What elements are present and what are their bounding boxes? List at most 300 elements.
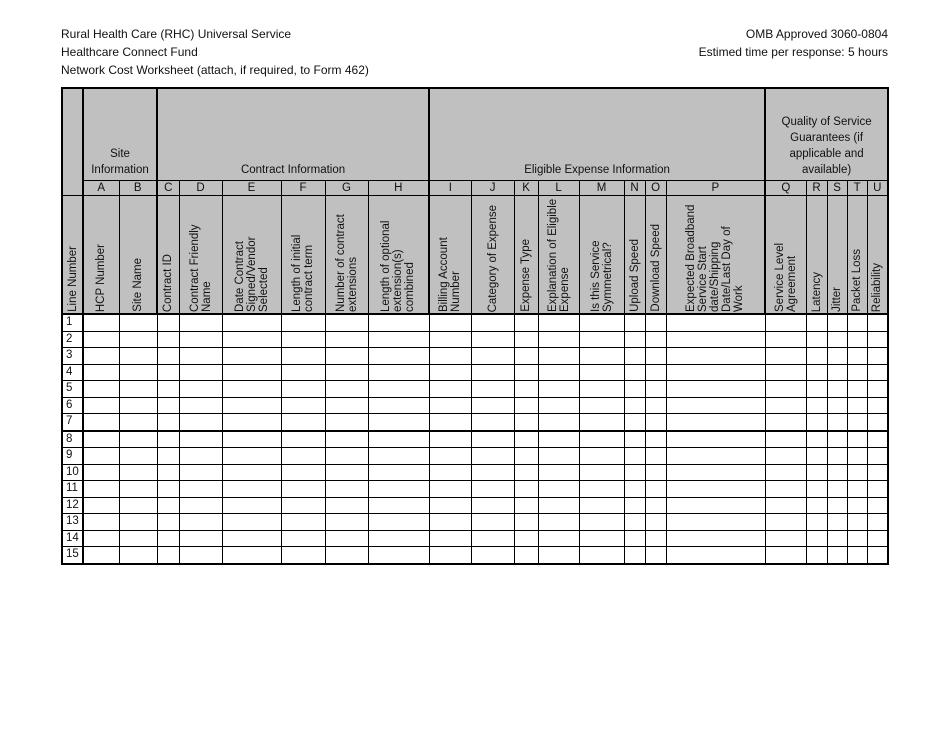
entry-cell-d[interactable]: [179, 397, 222, 414]
entry-cell-b[interactable]: [119, 314, 157, 331]
entry-cell-o[interactable]: [645, 431, 666, 448]
entry-cell-d[interactable]: [179, 364, 222, 381]
entry-cell-n[interactable]: [624, 364, 645, 381]
entry-cell-u[interactable]: [867, 481, 888, 498]
entry-cell-l[interactable]: [538, 497, 579, 514]
entry-cell-n[interactable]: [624, 530, 645, 547]
entry-cell-f[interactable]: [281, 481, 325, 498]
entry-cell-e[interactable]: [222, 331, 281, 348]
entry-cell-g[interactable]: [325, 547, 368, 564]
entry-cell-k[interactable]: [514, 397, 538, 414]
entry-cell-r[interactable]: [806, 414, 827, 431]
entry-cell-i[interactable]: [429, 464, 471, 481]
entry-cell-g[interactable]: [325, 397, 368, 414]
entry-cell-b[interactable]: [119, 431, 157, 448]
entry-cell-n[interactable]: [624, 431, 645, 448]
entry-cell-l[interactable]: [538, 314, 579, 331]
entry-cell-c[interactable]: [157, 530, 179, 547]
entry-cell-f[interactable]: [281, 314, 325, 331]
entry-cell-s[interactable]: [827, 514, 847, 531]
entry-cell-d[interactable]: [179, 464, 222, 481]
entry-cell-q[interactable]: [765, 314, 806, 331]
entry-cell-h[interactable]: [368, 348, 429, 365]
entry-cell-i[interactable]: [429, 481, 471, 498]
entry-cell-u[interactable]: [867, 431, 888, 448]
entry-cell-g[interactable]: [325, 464, 368, 481]
entry-cell-m[interactable]: [579, 514, 624, 531]
entry-cell-e[interactable]: [222, 547, 281, 564]
entry-cell-i[interactable]: [429, 514, 471, 531]
entry-cell-d[interactable]: [179, 348, 222, 365]
entry-cell-s[interactable]: [827, 314, 847, 331]
entry-cell-q[interactable]: [765, 397, 806, 414]
entry-cell-c[interactable]: [157, 514, 179, 531]
entry-cell-o[interactable]: [645, 514, 666, 531]
entry-cell-i[interactable]: [429, 314, 471, 331]
entry-cell-e[interactable]: [222, 448, 281, 465]
entry-cell-a[interactable]: [83, 514, 119, 531]
entry-cell-u[interactable]: [867, 497, 888, 514]
entry-cell-a[interactable]: [83, 448, 119, 465]
entry-cell-h[interactable]: [368, 414, 429, 431]
entry-cell-s[interactable]: [827, 431, 847, 448]
entry-cell-u[interactable]: [867, 381, 888, 398]
entry-cell-o[interactable]: [645, 331, 666, 348]
entry-cell-q[interactable]: [765, 364, 806, 381]
entry-cell-d[interactable]: [179, 497, 222, 514]
entry-cell-o[interactable]: [645, 314, 666, 331]
entry-cell-h[interactable]: [368, 314, 429, 331]
entry-cell-a[interactable]: [83, 414, 119, 431]
entry-cell-l[interactable]: [538, 431, 579, 448]
entry-cell-u[interactable]: [867, 448, 888, 465]
entry-cell-j[interactable]: [471, 348, 514, 365]
entry-cell-t[interactable]: [847, 497, 867, 514]
entry-cell-f[interactable]: [281, 414, 325, 431]
entry-cell-q[interactable]: [765, 530, 806, 547]
entry-cell-b[interactable]: [119, 464, 157, 481]
entry-cell-u[interactable]: [867, 514, 888, 531]
entry-cell-m[interactable]: [579, 547, 624, 564]
entry-cell-b[interactable]: [119, 381, 157, 398]
entry-cell-o[interactable]: [645, 381, 666, 398]
entry-cell-p[interactable]: [666, 364, 765, 381]
entry-cell-t[interactable]: [847, 397, 867, 414]
entry-cell-t[interactable]: [847, 514, 867, 531]
entry-cell-b[interactable]: [119, 348, 157, 365]
entry-cell-k[interactable]: [514, 464, 538, 481]
entry-cell-j[interactable]: [471, 331, 514, 348]
entry-cell-p[interactable]: [666, 497, 765, 514]
entry-cell-e[interactable]: [222, 481, 281, 498]
entry-cell-t[interactable]: [847, 331, 867, 348]
entry-cell-p[interactable]: [666, 397, 765, 414]
entry-cell-m[interactable]: [579, 431, 624, 448]
entry-cell-f[interactable]: [281, 381, 325, 398]
entry-cell-k[interactable]: [514, 530, 538, 547]
entry-cell-a[interactable]: [83, 314, 119, 331]
entry-cell-g[interactable]: [325, 348, 368, 365]
entry-cell-a[interactable]: [83, 348, 119, 365]
entry-cell-f[interactable]: [281, 448, 325, 465]
entry-cell-i[interactable]: [429, 497, 471, 514]
entry-cell-j[interactable]: [471, 530, 514, 547]
entry-cell-r[interactable]: [806, 314, 827, 331]
entry-cell-i[interactable]: [429, 364, 471, 381]
entry-cell-e[interactable]: [222, 497, 281, 514]
entry-cell-l[interactable]: [538, 331, 579, 348]
entry-cell-k[interactable]: [514, 331, 538, 348]
entry-cell-e[interactable]: [222, 514, 281, 531]
entry-cell-j[interactable]: [471, 431, 514, 448]
entry-cell-l[interactable]: [538, 397, 579, 414]
entry-cell-a[interactable]: [83, 331, 119, 348]
entry-cell-p[interactable]: [666, 547, 765, 564]
entry-cell-k[interactable]: [514, 431, 538, 448]
entry-cell-t[interactable]: [847, 431, 867, 448]
entry-cell-k[interactable]: [514, 348, 538, 365]
entry-cell-r[interactable]: [806, 497, 827, 514]
entry-cell-c[interactable]: [157, 431, 179, 448]
entry-cell-j[interactable]: [471, 514, 514, 531]
entry-cell-j[interactable]: [471, 448, 514, 465]
entry-cell-r[interactable]: [806, 348, 827, 365]
entry-cell-d[interactable]: [179, 414, 222, 431]
entry-cell-r[interactable]: [806, 530, 827, 547]
entry-cell-p[interactable]: [666, 448, 765, 465]
entry-cell-j[interactable]: [471, 481, 514, 498]
entry-cell-t[interactable]: [847, 314, 867, 331]
entry-cell-o[interactable]: [645, 348, 666, 365]
entry-cell-n[interactable]: [624, 547, 645, 564]
entry-cell-j[interactable]: [471, 314, 514, 331]
entry-cell-u[interactable]: [867, 331, 888, 348]
entry-cell-u[interactable]: [867, 414, 888, 431]
entry-cell-c[interactable]: [157, 381, 179, 398]
entry-cell-l[interactable]: [538, 448, 579, 465]
entry-cell-d[interactable]: [179, 331, 222, 348]
entry-cell-a[interactable]: [83, 381, 119, 398]
entry-cell-o[interactable]: [645, 364, 666, 381]
entry-cell-d[interactable]: [179, 547, 222, 564]
entry-cell-c[interactable]: [157, 497, 179, 514]
entry-cell-h[interactable]: [368, 481, 429, 498]
entry-cell-h[interactable]: [368, 448, 429, 465]
entry-cell-u[interactable]: [867, 530, 888, 547]
entry-cell-l[interactable]: [538, 364, 579, 381]
entry-cell-n[interactable]: [624, 497, 645, 514]
entry-cell-c[interactable]: [157, 481, 179, 498]
entry-cell-p[interactable]: [666, 331, 765, 348]
entry-cell-d[interactable]: [179, 481, 222, 498]
entry-cell-p[interactable]: [666, 314, 765, 331]
entry-cell-j[interactable]: [471, 497, 514, 514]
entry-cell-r[interactable]: [806, 514, 827, 531]
entry-cell-p[interactable]: [666, 530, 765, 547]
entry-cell-s[interactable]: [827, 464, 847, 481]
entry-cell-i[interactable]: [429, 448, 471, 465]
entry-cell-f[interactable]: [281, 431, 325, 448]
entry-cell-l[interactable]: [538, 381, 579, 398]
entry-cell-g[interactable]: [325, 514, 368, 531]
entry-cell-r[interactable]: [806, 547, 827, 564]
entry-cell-o[interactable]: [645, 414, 666, 431]
entry-cell-j[interactable]: [471, 381, 514, 398]
entry-cell-a[interactable]: [83, 530, 119, 547]
entry-cell-c[interactable]: [157, 448, 179, 465]
entry-cell-k[interactable]: [514, 481, 538, 498]
entry-cell-b[interactable]: [119, 364, 157, 381]
entry-cell-j[interactable]: [471, 464, 514, 481]
entry-cell-g[interactable]: [325, 381, 368, 398]
entry-cell-g[interactable]: [325, 448, 368, 465]
entry-cell-r[interactable]: [806, 331, 827, 348]
entry-cell-g[interactable]: [325, 331, 368, 348]
entry-cell-c[interactable]: [157, 547, 179, 564]
entry-cell-h[interactable]: [368, 464, 429, 481]
entry-cell-e[interactable]: [222, 397, 281, 414]
entry-cell-p[interactable]: [666, 514, 765, 531]
entry-cell-b[interactable]: [119, 448, 157, 465]
entry-cell-k[interactable]: [514, 497, 538, 514]
entry-cell-k[interactable]: [514, 547, 538, 564]
entry-cell-k[interactable]: [514, 314, 538, 331]
entry-cell-t[interactable]: [847, 547, 867, 564]
entry-cell-k[interactable]: [514, 364, 538, 381]
entry-cell-s[interactable]: [827, 481, 847, 498]
entry-cell-k[interactable]: [514, 414, 538, 431]
entry-cell-f[interactable]: [281, 497, 325, 514]
entry-cell-m[interactable]: [579, 414, 624, 431]
entry-cell-n[interactable]: [624, 481, 645, 498]
entry-cell-q[interactable]: [765, 381, 806, 398]
entry-cell-g[interactable]: [325, 314, 368, 331]
entry-cell-i[interactable]: [429, 381, 471, 398]
entry-cell-s[interactable]: [827, 348, 847, 365]
entry-cell-m[interactable]: [579, 348, 624, 365]
entry-cell-q[interactable]: [765, 481, 806, 498]
entry-cell-b[interactable]: [119, 481, 157, 498]
entry-cell-k[interactable]: [514, 381, 538, 398]
entry-cell-h[interactable]: [368, 381, 429, 398]
entry-cell-l[interactable]: [538, 414, 579, 431]
entry-cell-p[interactable]: [666, 464, 765, 481]
entry-cell-q[interactable]: [765, 547, 806, 564]
entry-cell-b[interactable]: [119, 530, 157, 547]
entry-cell-r[interactable]: [806, 481, 827, 498]
entry-cell-g[interactable]: [325, 497, 368, 514]
entry-cell-t[interactable]: [847, 448, 867, 465]
entry-cell-e[interactable]: [222, 530, 281, 547]
entry-cell-b[interactable]: [119, 547, 157, 564]
entry-cell-t[interactable]: [847, 364, 867, 381]
entry-cell-i[interactable]: [429, 397, 471, 414]
entry-cell-t[interactable]: [847, 530, 867, 547]
entry-cell-l[interactable]: [538, 348, 579, 365]
entry-cell-l[interactable]: [538, 547, 579, 564]
entry-cell-k[interactable]: [514, 448, 538, 465]
entry-cell-n[interactable]: [624, 331, 645, 348]
entry-cell-n[interactable]: [624, 381, 645, 398]
entry-cell-e[interactable]: [222, 364, 281, 381]
entry-cell-s[interactable]: [827, 397, 847, 414]
entry-cell-g[interactable]: [325, 414, 368, 431]
entry-cell-g[interactable]: [325, 530, 368, 547]
entry-cell-b[interactable]: [119, 497, 157, 514]
entry-cell-g[interactable]: [325, 481, 368, 498]
entry-cell-h[interactable]: [368, 497, 429, 514]
entry-cell-c[interactable]: [157, 414, 179, 431]
entry-cell-m[interactable]: [579, 364, 624, 381]
entry-cell-a[interactable]: [83, 364, 119, 381]
entry-cell-b[interactable]: [119, 514, 157, 531]
entry-cell-h[interactable]: [368, 397, 429, 414]
entry-cell-a[interactable]: [83, 547, 119, 564]
entry-cell-p[interactable]: [666, 414, 765, 431]
entry-cell-m[interactable]: [579, 448, 624, 465]
entry-cell-o[interactable]: [645, 497, 666, 514]
entry-cell-a[interactable]: [83, 397, 119, 414]
entry-cell-m[interactable]: [579, 481, 624, 498]
entry-cell-s[interactable]: [827, 331, 847, 348]
entry-cell-e[interactable]: [222, 431, 281, 448]
entry-cell-c[interactable]: [157, 331, 179, 348]
entry-cell-n[interactable]: [624, 314, 645, 331]
entry-cell-b[interactable]: [119, 331, 157, 348]
entry-cell-q[interactable]: [765, 497, 806, 514]
entry-cell-n[interactable]: [624, 464, 645, 481]
entry-cell-d[interactable]: [179, 530, 222, 547]
entry-cell-d[interactable]: [179, 514, 222, 531]
entry-cell-p[interactable]: [666, 348, 765, 365]
entry-cell-i[interactable]: [429, 530, 471, 547]
entry-cell-t[interactable]: [847, 381, 867, 398]
entry-cell-u[interactable]: [867, 397, 888, 414]
entry-cell-s[interactable]: [827, 448, 847, 465]
entry-cell-s[interactable]: [827, 530, 847, 547]
entry-cell-t[interactable]: [847, 481, 867, 498]
entry-cell-d[interactable]: [179, 314, 222, 331]
entry-cell-r[interactable]: [806, 397, 827, 414]
entry-cell-t[interactable]: [847, 464, 867, 481]
entry-cell-r[interactable]: [806, 431, 827, 448]
entry-cell-m[interactable]: [579, 497, 624, 514]
entry-cell-m[interactable]: [579, 397, 624, 414]
entry-cell-g[interactable]: [325, 431, 368, 448]
entry-cell-q[interactable]: [765, 448, 806, 465]
entry-cell-p[interactable]: [666, 431, 765, 448]
entry-cell-i[interactable]: [429, 331, 471, 348]
entry-cell-i[interactable]: [429, 431, 471, 448]
entry-cell-r[interactable]: [806, 381, 827, 398]
entry-cell-s[interactable]: [827, 547, 847, 564]
entry-cell-t[interactable]: [847, 348, 867, 365]
entry-cell-a[interactable]: [83, 431, 119, 448]
entry-cell-n[interactable]: [624, 448, 645, 465]
entry-cell-c[interactable]: [157, 314, 179, 331]
entry-cell-o[interactable]: [645, 547, 666, 564]
entry-cell-s[interactable]: [827, 497, 847, 514]
entry-cell-h[interactable]: [368, 530, 429, 547]
entry-cell-o[interactable]: [645, 481, 666, 498]
entry-cell-n[interactable]: [624, 348, 645, 365]
entry-cell-h[interactable]: [368, 514, 429, 531]
entry-cell-d[interactable]: [179, 448, 222, 465]
entry-cell-m[interactable]: [579, 464, 624, 481]
entry-cell-r[interactable]: [806, 364, 827, 381]
entry-cell-s[interactable]: [827, 364, 847, 381]
entry-cell-b[interactable]: [119, 414, 157, 431]
entry-cell-s[interactable]: [827, 381, 847, 398]
entry-cell-l[interactable]: [538, 464, 579, 481]
entry-cell-m[interactable]: [579, 381, 624, 398]
entry-cell-f[interactable]: [281, 348, 325, 365]
entry-cell-h[interactable]: [368, 547, 429, 564]
entry-cell-o[interactable]: [645, 464, 666, 481]
entry-cell-e[interactable]: [222, 348, 281, 365]
entry-cell-q[interactable]: [765, 331, 806, 348]
entry-cell-i[interactable]: [429, 547, 471, 564]
entry-cell-f[interactable]: [281, 397, 325, 414]
entry-cell-e[interactable]: [222, 414, 281, 431]
entry-cell-h[interactable]: [368, 331, 429, 348]
entry-cell-c[interactable]: [157, 364, 179, 381]
entry-cell-a[interactable]: [83, 464, 119, 481]
entry-cell-l[interactable]: [538, 481, 579, 498]
entry-cell-c[interactable]: [157, 397, 179, 414]
entry-cell-p[interactable]: [666, 381, 765, 398]
entry-cell-r[interactable]: [806, 464, 827, 481]
entry-cell-o[interactable]: [645, 397, 666, 414]
entry-cell-k[interactable]: [514, 514, 538, 531]
entry-cell-u[interactable]: [867, 348, 888, 365]
entry-cell-l[interactable]: [538, 530, 579, 547]
entry-cell-j[interactable]: [471, 547, 514, 564]
entry-cell-i[interactable]: [429, 414, 471, 431]
entry-cell-n[interactable]: [624, 414, 645, 431]
entry-cell-m[interactable]: [579, 530, 624, 547]
entry-cell-q[interactable]: [765, 514, 806, 531]
entry-cell-n[interactable]: [624, 397, 645, 414]
entry-cell-q[interactable]: [765, 431, 806, 448]
entry-cell-f[interactable]: [281, 364, 325, 381]
entry-cell-b[interactable]: [119, 397, 157, 414]
entry-cell-h[interactable]: [368, 431, 429, 448]
entry-cell-n[interactable]: [624, 514, 645, 531]
entry-cell-m[interactable]: [579, 331, 624, 348]
entry-cell-h[interactable]: [368, 364, 429, 381]
entry-cell-e[interactable]: [222, 381, 281, 398]
entry-cell-c[interactable]: [157, 464, 179, 481]
entry-cell-l[interactable]: [538, 514, 579, 531]
entry-cell-f[interactable]: [281, 331, 325, 348]
entry-cell-m[interactable]: [579, 314, 624, 331]
entry-cell-t[interactable]: [847, 414, 867, 431]
entry-cell-r[interactable]: [806, 448, 827, 465]
entry-cell-a[interactable]: [83, 481, 119, 498]
entry-cell-o[interactable]: [645, 530, 666, 547]
entry-cell-f[interactable]: [281, 514, 325, 531]
entry-cell-s[interactable]: [827, 414, 847, 431]
entry-cell-f[interactable]: [281, 547, 325, 564]
entry-cell-u[interactable]: [867, 547, 888, 564]
entry-cell-d[interactable]: [179, 381, 222, 398]
entry-cell-j[interactable]: [471, 364, 514, 381]
entry-cell-o[interactable]: [645, 448, 666, 465]
entry-cell-j[interactable]: [471, 414, 514, 431]
entry-cell-u[interactable]: [867, 464, 888, 481]
entry-cell-p[interactable]: [666, 481, 765, 498]
